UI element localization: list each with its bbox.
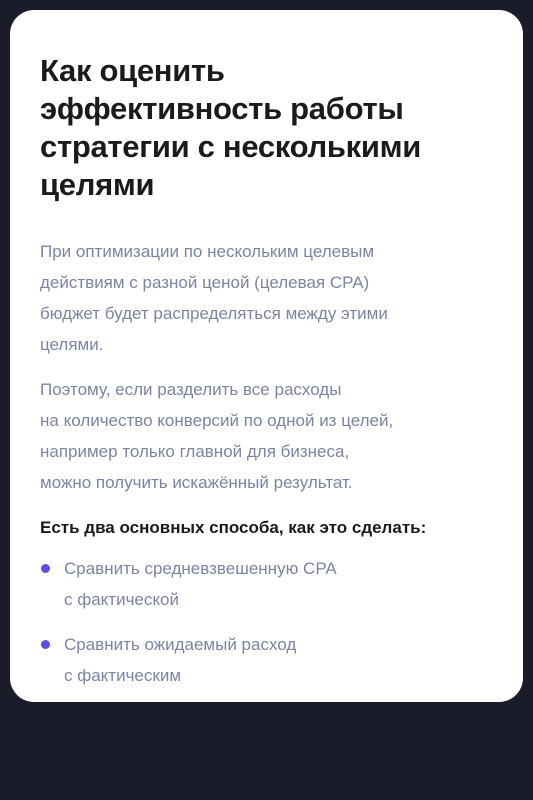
paragraph-line: можно получить искажённый результат. [40,473,353,492]
paragraph-budget-distribution [40,236,493,360]
bullet-dot-icon [41,640,50,649]
list-item-line: Сравнить средневзвешенную CPA [64,559,337,578]
title-line: стратегии с несколькими [40,129,421,164]
list-item-line: Сравнить ожидаемый расход [64,635,297,654]
bullet-dot-icon [41,564,50,573]
title-line: целями [40,167,155,202]
paragraph-line: Поэтому, если разделить все расходы [40,380,342,399]
card-title [40,52,493,204]
paragraph-line: на количество конверсий по одной из целей, [40,411,394,430]
list-item-line: с фактическим [64,666,182,685]
paragraph-distorted-result [40,374,493,498]
title-line: Как оценить [40,53,225,88]
list-item-line: с фактической [64,590,179,609]
title-line: эффективность работы [40,91,404,126]
paragraph-line: целями. [40,335,104,354]
list-item [40,629,493,691]
paragraph-line: действиям с разной ценой (целевая CPA) [40,273,370,292]
methods-subheading: Есть два основных способа, как это сделать: [40,518,427,537]
methods-list [40,553,493,691]
paragraph-line: например только главной для бизнеса, [40,442,350,461]
paragraph-line: бюджет будет распределяться между этими [40,304,388,323]
paragraph-line: При оптимизации по нескольким целевым [40,242,375,261]
info-card [10,10,523,702]
list-item [40,553,493,615]
